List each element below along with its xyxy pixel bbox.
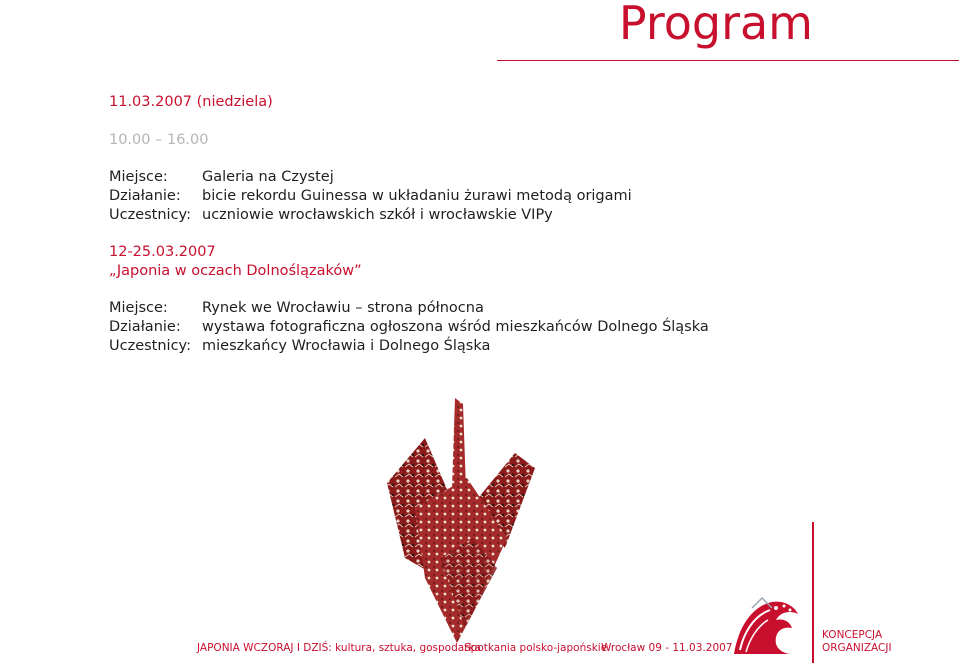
footer-series: JAPONIA WCZORAJ I DZIŚ: kultura, sztuka, gospodarka [197, 642, 481, 654]
event1-date: 11.03.2007 (niedziela) [109, 94, 273, 110]
event1-place-label: Miejsce: [109, 169, 168, 185]
event2-place-value: Rynek we Wrocławiu – strona północna [202, 300, 484, 316]
origami-crane-image [385, 398, 535, 643]
footer-section-line2: ORGANIZACJI [822, 642, 892, 654]
footer-divider [812, 522, 814, 663]
wave-logo-icon [732, 588, 804, 658]
event2-place-label: Miejsce: [109, 300, 168, 316]
title-rule [497, 60, 959, 61]
event1-participants-value: uczniowie wrocławskich szkół i wrocławskie VIPy [202, 207, 553, 223]
event2-date: 12-25.03.2007 [109, 244, 216, 260]
event1-action-value: bicie rekordu Guinessa w układaniu żurawi metodą origami [202, 188, 632, 204]
event2-participants-label: Uczestnicy: [109, 338, 191, 354]
footer-section-line1: KONCEPCJA [822, 629, 883, 641]
footer-meetings: Spotkania polsko-japońskie [464, 642, 608, 654]
event2-participants-value: mieszkańcy Wrocławia i Dolnego Śląska [202, 338, 491, 354]
event1-participants-label: Uczestnicy: [109, 207, 191, 223]
event2-action-value: wystawa fotograficzna ogłoszona wśród mieszkańców Dolnego Śląska [202, 319, 709, 335]
event2-action-label: Działanie: [109, 319, 181, 335]
event1-place-value: Galeria na Czystej [202, 169, 334, 185]
event1-time: 10.00 – 16.00 [109, 132, 209, 148]
event1-action-label: Działanie: [109, 188, 181, 204]
footer-place-date: Wrocław 09 - 11.03.2007 [601, 642, 733, 654]
event2-name: „Japonia w oczach Dolnoślązaków” [109, 263, 362, 279]
page-title: Program [618, 0, 813, 50]
